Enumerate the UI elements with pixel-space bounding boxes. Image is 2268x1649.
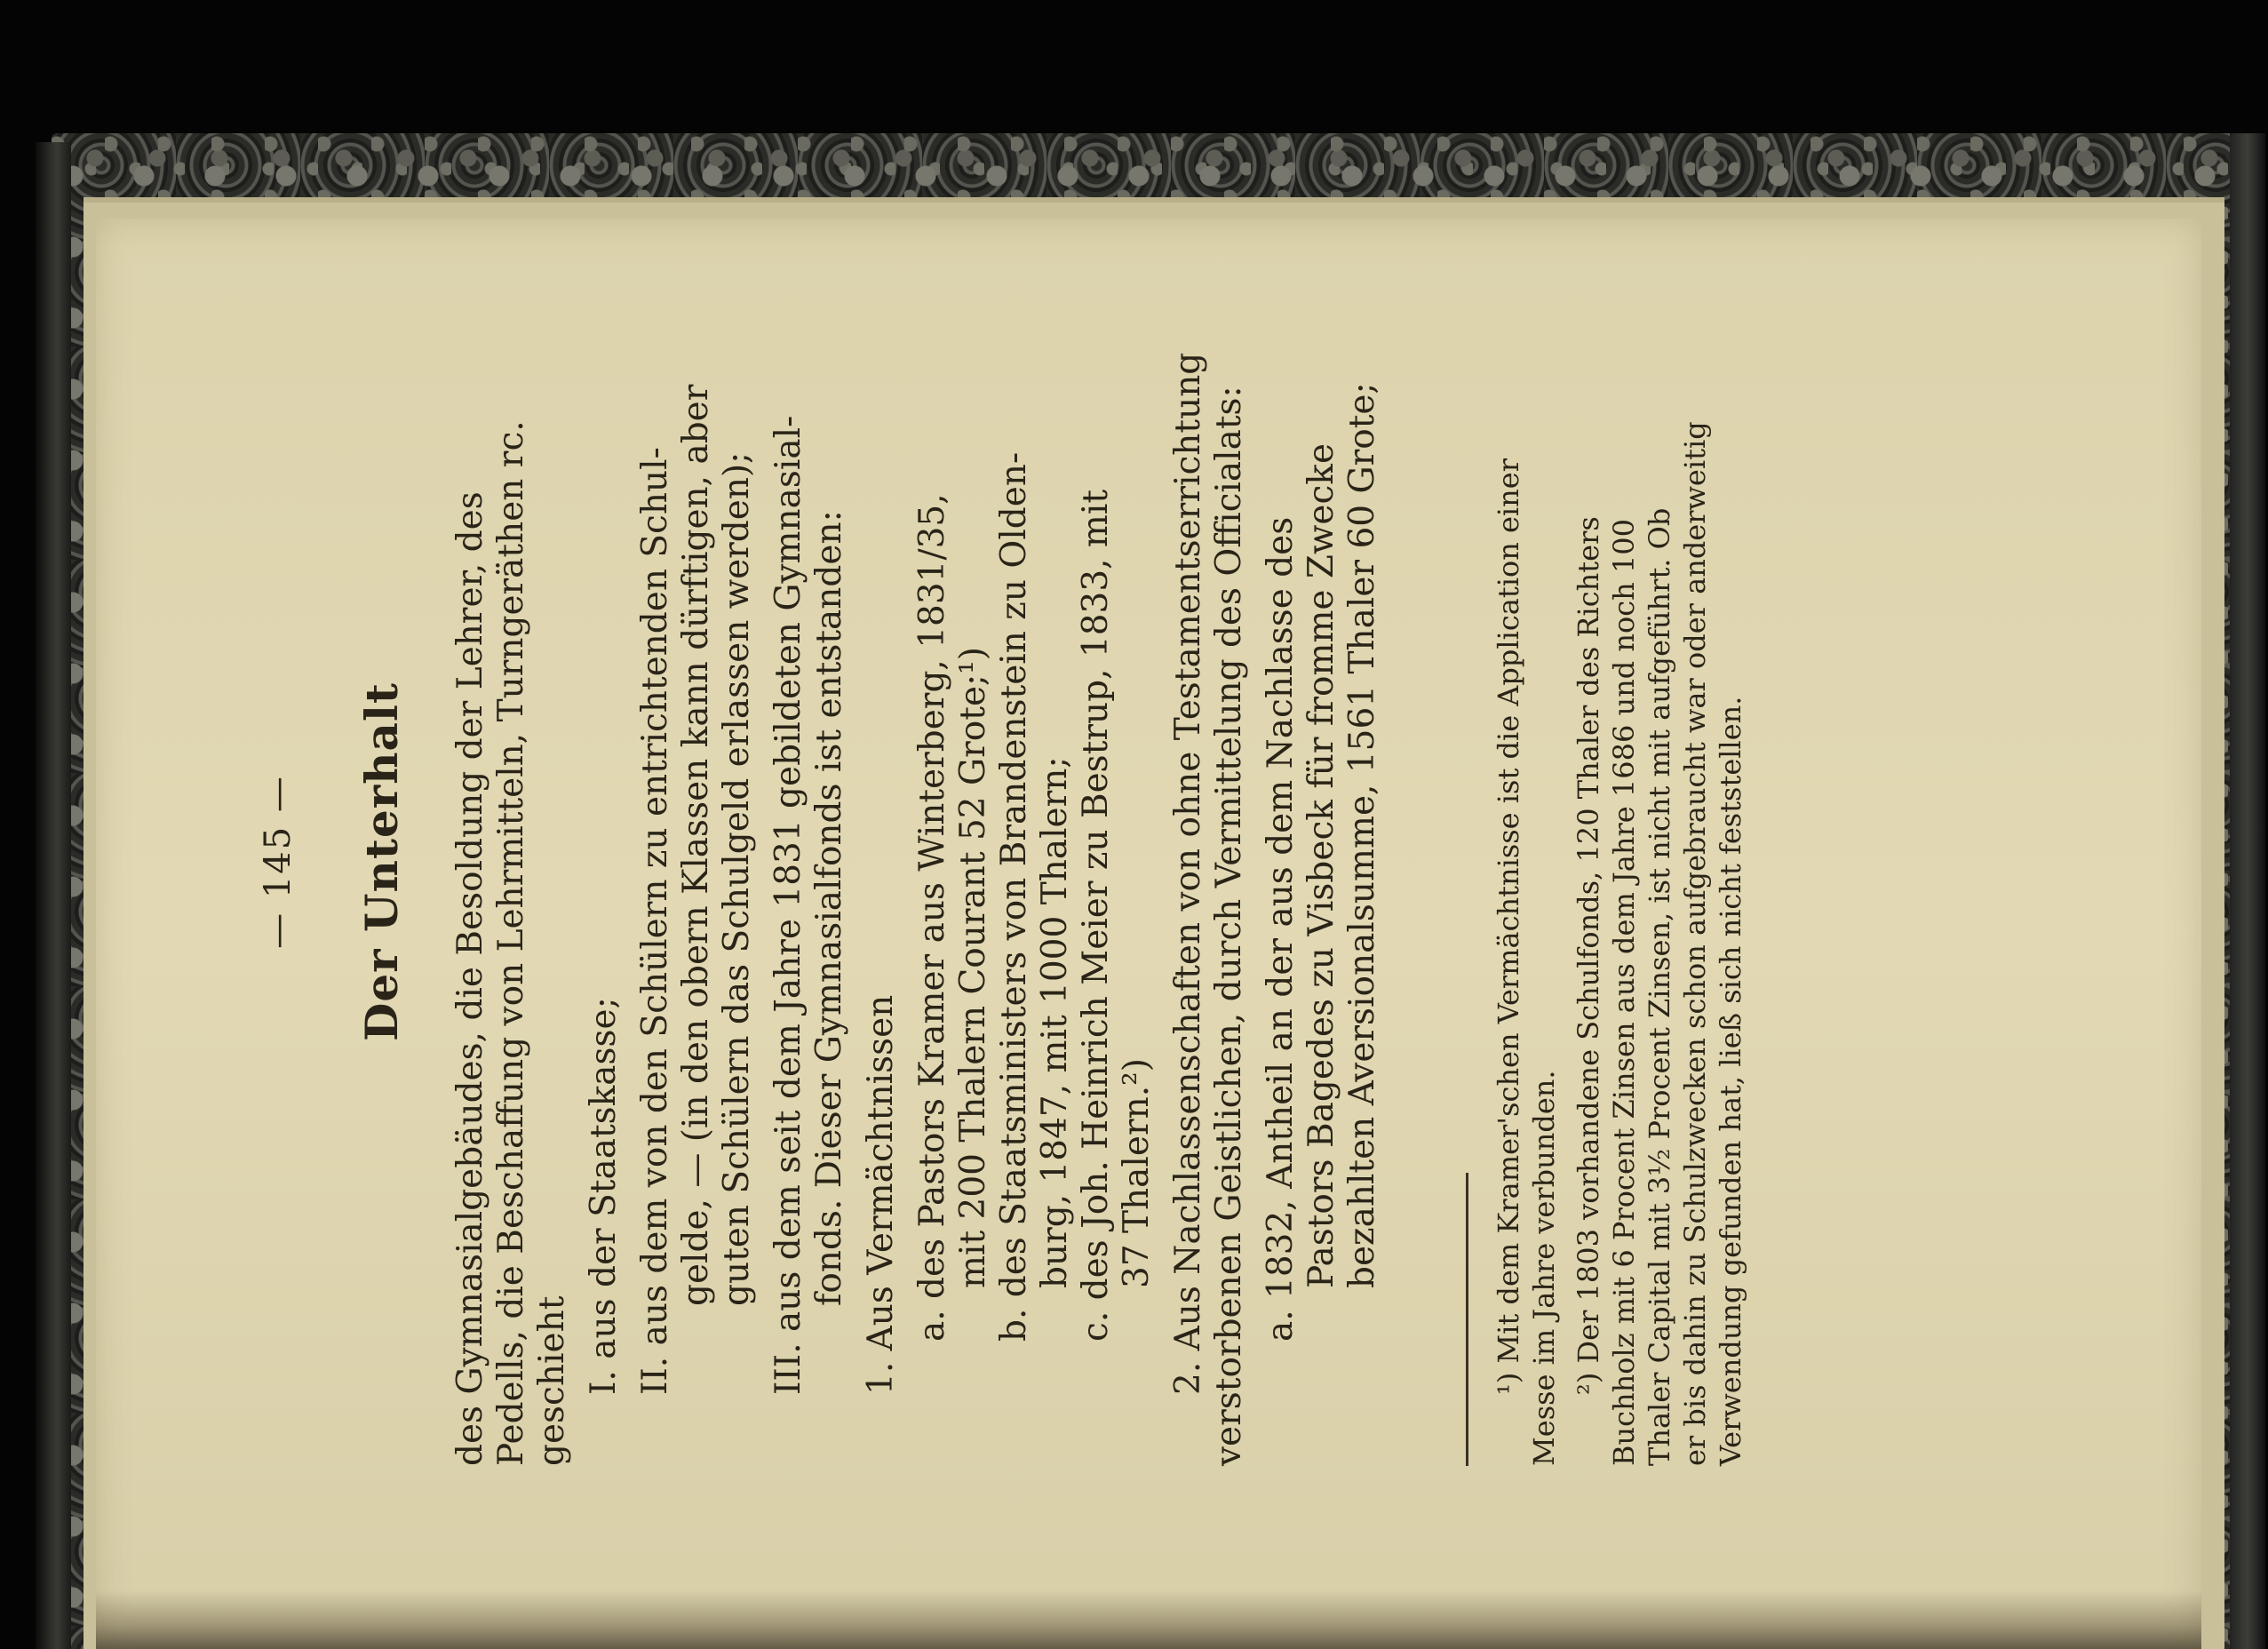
body-line: Pedells, die Beschaffung von Lehrmitteln, Turngeräthen rc. bbox=[491, 420, 531, 1466]
body-line: gelde, — (in den obern Klassen kann dürftigen, aber bbox=[676, 384, 716, 1306]
body-line: a. des Pastors Kramer aus Winterberg, 1831/35, bbox=[912, 493, 952, 1342]
footnote-line: Buchholz mit 6 Procent Zinsen aus dem Jahre 1686 und noch 100 bbox=[1607, 518, 1641, 1466]
body-line: II. aus dem von den Schülern zu entrichtenden Schul- bbox=[635, 447, 675, 1395]
body-line: Pastors Bagedes zu Visbeck für fromme Zwecke bbox=[1301, 442, 1341, 1288]
footnote-line: ¹) Mit dem Kramer'schen Vermächtnisse ist die Application einer bbox=[1492, 458, 1525, 1395]
cover-spine-edge bbox=[36, 142, 71, 1649]
body-line: b. des Staatsministers von Brandenstein zu Olden- bbox=[994, 451, 1034, 1342]
footnote-line: Thaler Capital mit 3½ Procent Zinsen, ist nicht mit aufgeführt. Ob bbox=[1643, 507, 1676, 1466]
section-heading: Der Unterhalt bbox=[355, 682, 408, 1041]
body-line: guten Schülern das Schulgeld erlassen werden); bbox=[717, 451, 757, 1306]
footnote-line: Messe im Jahre verbunden. bbox=[1527, 1070, 1561, 1466]
body-line: 2. Aus Nachlassenschaften von ohne Testamentserrichtung bbox=[1168, 352, 1208, 1395]
footnote-line: er bis dahin zu Schulzwecken schon aufgebraucht war oder anderweitig bbox=[1678, 421, 1712, 1466]
cover-fore-edge bbox=[2230, 133, 2265, 1649]
body-line: fonds. Dieser Gymnasialfonds ist entstanden: bbox=[809, 510, 849, 1306]
footnote-separator bbox=[1466, 1173, 1468, 1466]
page-gutter-shadow bbox=[96, 1590, 2201, 1649]
body-line: bezahlten Aversionalsumme, 1561 Thaler 60 Grote; bbox=[1342, 382, 1382, 1288]
body-line: des Gymnasialgebäudes, die Besoldung der Lehrer, des bbox=[450, 491, 490, 1466]
body-line: verstorbenen Geistlichen, durch Vermittelung des Officialats: bbox=[1209, 386, 1249, 1466]
body-line: III. aus dem seit dem Jahre 1831 gebildeten Gymnasial- bbox=[768, 415, 808, 1395]
footnote-line: ²) Der 1803 vorhandene Schulfonds, 120 Thaler des Richters bbox=[1572, 516, 1605, 1395]
body-line: mit 200 Thalern Courant 52 Grote;¹) bbox=[953, 646, 993, 1288]
body-line: geschieht bbox=[532, 1295, 572, 1466]
body-line: burg, 1847, mit 1000 Thalern; bbox=[1035, 756, 1075, 1288]
body-line: I. aus der Staatskasse; bbox=[584, 997, 624, 1395]
body-line: a. 1832, Antheil an der aus dem Nachlasse des bbox=[1261, 516, 1301, 1342]
footnote-line: Verwendung gefunden hat, ließ sich nicht feststellen. bbox=[1714, 696, 1747, 1466]
page-number: — 145 — bbox=[258, 775, 298, 949]
body-line: 37 Thalern.²) bbox=[1117, 1058, 1157, 1288]
body-line: 1. Aus Vermächtnissen bbox=[861, 994, 901, 1395]
body-line: c. des Joh. Heinrich Meier zu Bestrup, 1833, mit bbox=[1076, 489, 1116, 1342]
rotated-text-block bbox=[258, 258, 1999, 1466]
